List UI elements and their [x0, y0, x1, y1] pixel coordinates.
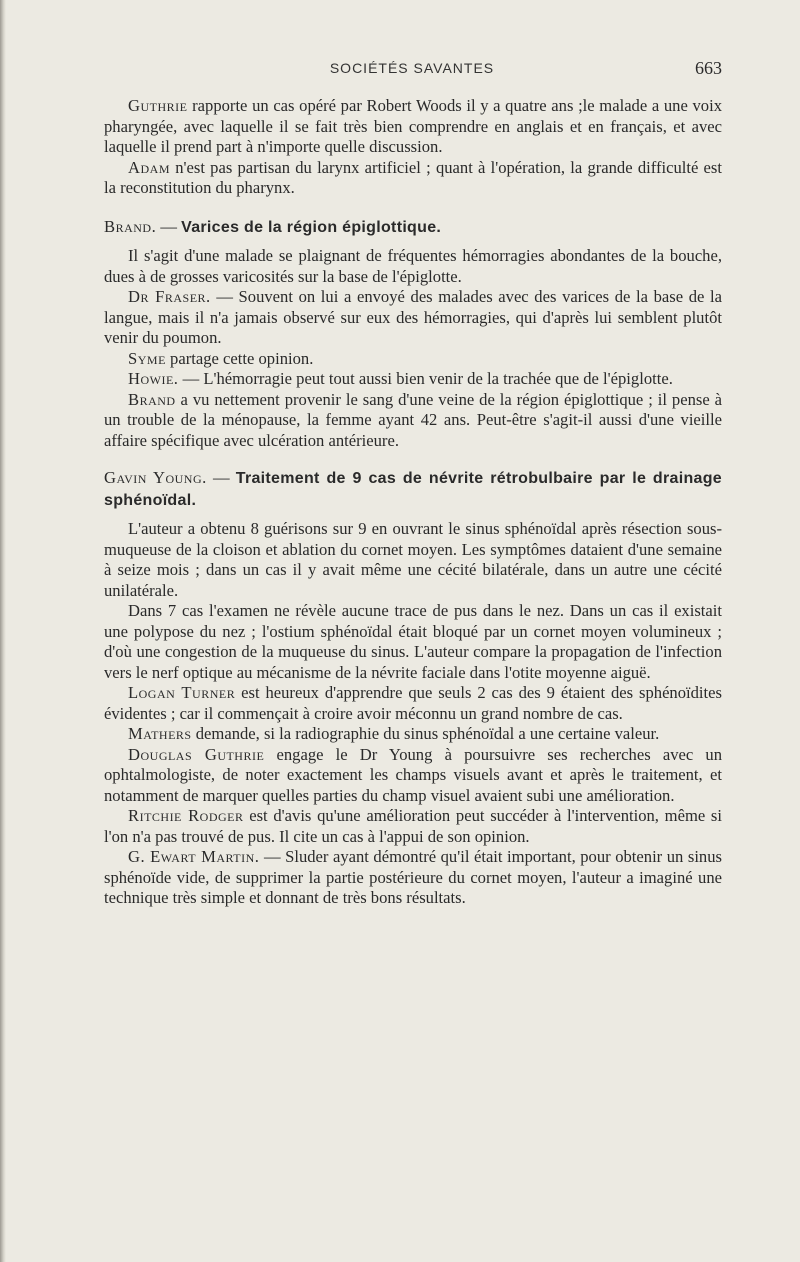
paragraph: [104, 724, 722, 745]
page-edge-shadow: [0, 0, 6, 1262]
paragraph: [104, 601, 722, 683]
paragraph: [104, 158, 722, 199]
section-title: Varices de la région épiglottique.: [181, 218, 442, 236]
speaker-name: Logan Turner: [128, 683, 236, 702]
paragraph-text: est heureux d'apprendre que seuls 2 cas des 9 étaient des sphénoïdites évidentes ; car il commençait à croire avoir méconnu un grand nombre de cas.: [104, 683, 722, 723]
section-gap: [104, 199, 722, 217]
paragraph: [104, 96, 722, 158]
speaker-name: Guthrie: [128, 96, 188, 115]
heading-gap: [104, 511, 722, 519]
section-gap: [104, 451, 722, 468]
paragraph: [104, 745, 722, 807]
paragraph: [104, 287, 722, 349]
paragraph-text: n'est pas partisan du larynx artificiel ; quant à l'opération, la grande difficulté est la reconstitution du pharynx.: [104, 157, 722, 197]
section-title: Traitement de 9 cas de névrite rétrobulbaire par le drainage sphénoïdal.: [104, 470, 723, 509]
paragraph-text: partage cette opinion.: [165, 348, 314, 368]
speaker-name: Syme: [128, 348, 166, 368]
paragraph-text: rapporte un cas opéré par Robert Woods il y a quatre ans ;le malade a une voix pharyngée, avec laquelle il se fait très bien comprendre en anglais et en français, et avec laquelle il prend part à n'importe quelle discussion.: [104, 96, 722, 156]
section-heading: [104, 217, 722, 239]
section-separator: —: [156, 216, 182, 236]
section-author: Gavin Young.: [104, 468, 207, 487]
speaker-name: Dr Fraser.: [128, 287, 211, 306]
page-number: 663: [695, 58, 722, 78]
speaker-name: Ritchie Rodger: [128, 806, 244, 825]
paragraph-text: engage le Dr Young à poursuivre ses recherches avec un ophtalmologiste, de noter exactement les champs visuels avant et après le traitement, et notamment de marquer quelles parties du champ visuel avaient subi une amélioration.: [104, 744, 722, 805]
paragraph: [104, 369, 722, 390]
paragraph-text: — Sluder ayant démontré qu'il était important, pour obtenir un sinus sphénoïde vide, de supprimer la partie postérieure du cornet moyen, l'auteur a imaginé une technique très simple et donnant de très bons résultats.: [104, 847, 722, 907]
section-separator: —: [206, 468, 236, 487]
speaker-name: Mathers: [128, 724, 192, 743]
paragraph: [104, 519, 722, 601]
section-heading: [104, 468, 722, 511]
paragraph-text: — L'hémorragie peut tout aussi bien venir de la trachée que de l'épiglotte.: [178, 369, 673, 388]
article-body: [104, 96, 722, 909]
speaker-name: Douglas Guthrie: [128, 744, 265, 764]
paragraph-text: demande, si la radiographie du sinus sphénoïdal a une certaine valeur.: [191, 724, 660, 743]
paragraph-text: a vu nettement provenir le sang d'une veine de la région épiglottique ; il pense à un trouble de la ménopause, la femme ayant 42 ans. Peut-être s'agit-il aussi d'une vieille affaire spécifique avec ulcération antérieure.: [104, 389, 722, 450]
heading-gap: [104, 238, 722, 246]
paragraph: [104, 847, 722, 909]
section-author: Brand.: [104, 216, 157, 236]
paragraph: [104, 683, 722, 724]
paragraph-text: L'auteur a obtenu 8 guérisons sur 9 en ouvrant le sinus sphénoïdal après résection sous-muqueuse de la cloison et ablation du cornet moyen. Les symptômes dataient d'une semaine à seize mois ; dans un cas il y avait même une cécité bilatérale, dans un autre une cécité unilatérale.: [104, 519, 722, 600]
page-header: [104, 60, 720, 84]
speaker-name: Howie.: [128, 369, 179, 388]
speaker-name: G. Ewart Martin.: [128, 847, 260, 866]
paragraph-text: — Souvent on lui a envoyé des malades avec des varices de la base de la langue, mais il n'a jamais observé sur eux des hémorragies, qui d'après lui semblent plutôt venir du poumon.: [104, 287, 722, 347]
running-title: SOCIÉTÉS SAVANTES: [329, 60, 495, 76]
speaker-name: Brand: [128, 389, 176, 409]
paragraph: [104, 390, 722, 452]
paragraph-text: Il s'agit d'une malade se plaignant de fréquentes hémorragies abondantes de la bouche, dues à de grosses varicosités sur la base de l'épiglotte.: [104, 246, 722, 286]
paragraph: [104, 246, 722, 287]
paragraph: [104, 349, 722, 370]
paragraph-text: Dans 7 cas l'examen ne révèle aucune trace de pus dans le nez. Dans un cas il existait une polypose du nez ; l'ostium sphénoïdal était bloqué par un cornet moyen volumineux ; d'où une congestion de la muqueuse du sinus. L'auteur compare la propagation de l'infection vers le nerf optique au mécanisme de la névrite faciale dans l'otite moyenne aiguë.: [104, 601, 722, 682]
paragraph-text: est d'avis qu'une amélioration peut succéder à l'intervention, même si l'on n'a pas trouvé de pus. Il cite un cas à l'appui de son opinion.: [104, 806, 722, 846]
speaker-name: Adam: [128, 157, 170, 177]
paragraph: [104, 806, 722, 847]
